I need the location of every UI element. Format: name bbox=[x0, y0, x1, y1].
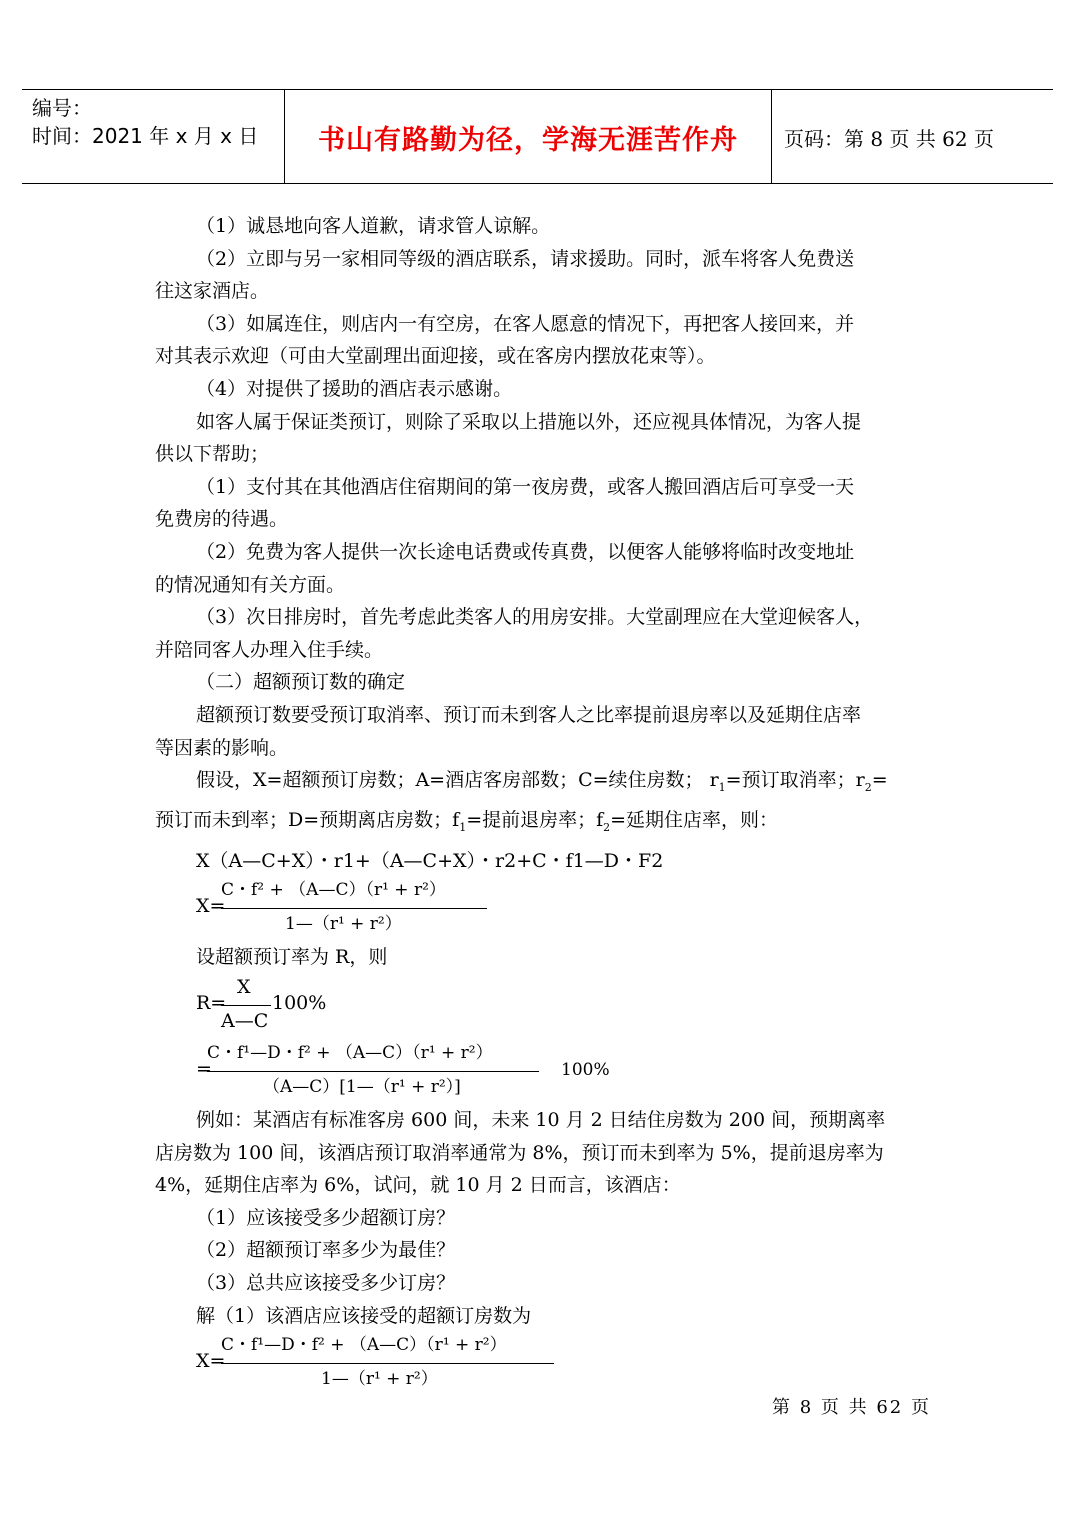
paragraph: （1）支付其在其他酒店住宿期间的第一夜房费，或客人搬回酒店后可享受一天 bbox=[196, 475, 855, 498]
header-meta bbox=[32, 94, 284, 150]
formula-x-solution: X= C・f¹—D・f² + （A—C）（r¹ + r²） 1—（r¹ + r²） bbox=[155, 1332, 930, 1396]
paragraph: 设超额预订率为 R，则 bbox=[196, 946, 388, 969]
paragraph: 如客人属于保证类预订，则除了采取以上措施以外，还应视具体情况，为客人提 bbox=[196, 410, 862, 433]
document-body bbox=[155, 210, 930, 1396]
formula-numerator: X bbox=[237, 976, 251, 999]
formula-x: X= C・f² + （A—C）（r¹ + r²） 1—（r¹ + r²） bbox=[155, 877, 930, 941]
fraction-bar bbox=[221, 908, 487, 909]
paragraph: 供以下帮助； bbox=[155, 443, 270, 466]
fraction-bar bbox=[221, 1005, 271, 1006]
paragraph: （4）对提供了援助的酒店表示感谢。 bbox=[196, 377, 513, 400]
formula-r: R= X A—C 100% bbox=[196, 976, 327, 1033]
paragraph: （1）诚恳地向客人道歉，请求管人谅解。 bbox=[196, 215, 551, 237]
section-heading: （二）超额预订数的确定 bbox=[196, 671, 406, 694]
page-header bbox=[22, 89, 1053, 184]
formula-tail: 100% bbox=[561, 1060, 610, 1081]
paragraph: （3）如属连住，则店内一有空房，在客人愿意的情况下，再把客人接回来，并 bbox=[196, 312, 855, 335]
assumption-line: 预订而未到率；D=预期离店房数；$f_1=$提前退房率；$f_2=$延期住店率，则： bbox=[155, 809, 779, 835]
formula-numerator: C・f² + （A—C）（r¹ + r²） bbox=[221, 880, 446, 901]
fraction-bar bbox=[221, 1363, 554, 1364]
paragraph: 并陪同客人办理入住手续。 bbox=[155, 638, 384, 661]
fraction-bar bbox=[207, 1071, 539, 1072]
formula-denominator: 1—（r¹ + r²） bbox=[321, 1369, 438, 1390]
formula-denominator: （A—C）[1—（r¹ + r²）] bbox=[263, 1077, 461, 1098]
number-label: 编号： bbox=[32, 96, 92, 120]
paragraph: 对其表示欢迎（可由大堂副理出面迎接，或在客房内摆放花束等）。 bbox=[155, 345, 716, 368]
paragraph: （2）立即与另一家相同等级的酒店联系，请求援助。同时，派车将客人免费送 bbox=[196, 247, 855, 270]
paragraph: 例如：某酒店有标准客房 600 间，未来 10 月 2 日结住房数为 200 间，预期离率 bbox=[196, 1109, 886, 1132]
paragraph: 解（1）该酒店应该接受的超额订房数为 bbox=[196, 1304, 532, 1327]
question: （2）超额预订率多少为最佳？ bbox=[196, 1239, 456, 1262]
equation: X（A—C+X）・r1+（A—C+X）・r2+C・f1—D・F2 bbox=[196, 849, 664, 872]
formula-numerator: C・f¹—D・f² + （A—C）（r¹ + r²） bbox=[207, 1043, 493, 1064]
time-label: 时间：2021 年 x 月 x 日 bbox=[32, 124, 259, 148]
paragraph: （2）免费为客人提供一次长途电话费或传真费，以便客人能够将临时改变地址 bbox=[196, 540, 855, 563]
formula-r-expanded: = C・f¹—D・f² + （A—C）（r¹ + r²） （A—C）[1—（r¹ + r²）] 100% bbox=[155, 1040, 930, 1104]
paragraph: 店房数为 100 间，该酒店预订取消率通常为 8%，预订而未到率为 5%，提前退房率为 bbox=[155, 1141, 884, 1164]
formula-denominator: 1—（r¹ + r²） bbox=[285, 914, 402, 935]
paragraph: 等因素的影响。 bbox=[155, 736, 289, 759]
question: （3）总共应该接受多少订房？ bbox=[196, 1272, 456, 1295]
paragraph: 往这家酒店。 bbox=[155, 280, 270, 303]
paragraph: 超额预订数要受预订取消率、预订而未到客人之比率提前退房率以及延期住店率 bbox=[196, 703, 862, 726]
page-footer: 第 8 页 共 62 页 bbox=[772, 1397, 931, 1418]
header-page-info: 页码：第 8 页 共 62 页 bbox=[784, 127, 994, 151]
header-motto: 书山有路勤为径，学海无涯苦作舟 bbox=[318, 125, 738, 156]
header-divider bbox=[771, 90, 772, 183]
paragraph: 的情况通知有关方面。 bbox=[155, 573, 346, 596]
formula-denominator: A—C bbox=[221, 1010, 269, 1033]
formula-numerator: C・f¹—D・f² + （A—C）（r¹ + r²） bbox=[221, 1335, 507, 1356]
assumption-line: 假设，X=超额预订房数；A=酒店客房部数；C=续住房数； $r_1=$预订取消率；$r_2=$ bbox=[196, 769, 888, 794]
question: （1）应该接受多少超额订房？ bbox=[196, 1206, 456, 1229]
paragraph: （3）次日排房时，首先考虑此类客人的用房安排。大堂副理应在大堂迎候客人， bbox=[196, 606, 874, 629]
formula-tail: 100% bbox=[272, 992, 327, 1015]
paragraph: 4%，延期住店率为 6%，试问，就 10 月 2 日而言，该酒店： bbox=[155, 1174, 681, 1197]
paragraph: 免费房的待遇。 bbox=[155, 508, 289, 531]
